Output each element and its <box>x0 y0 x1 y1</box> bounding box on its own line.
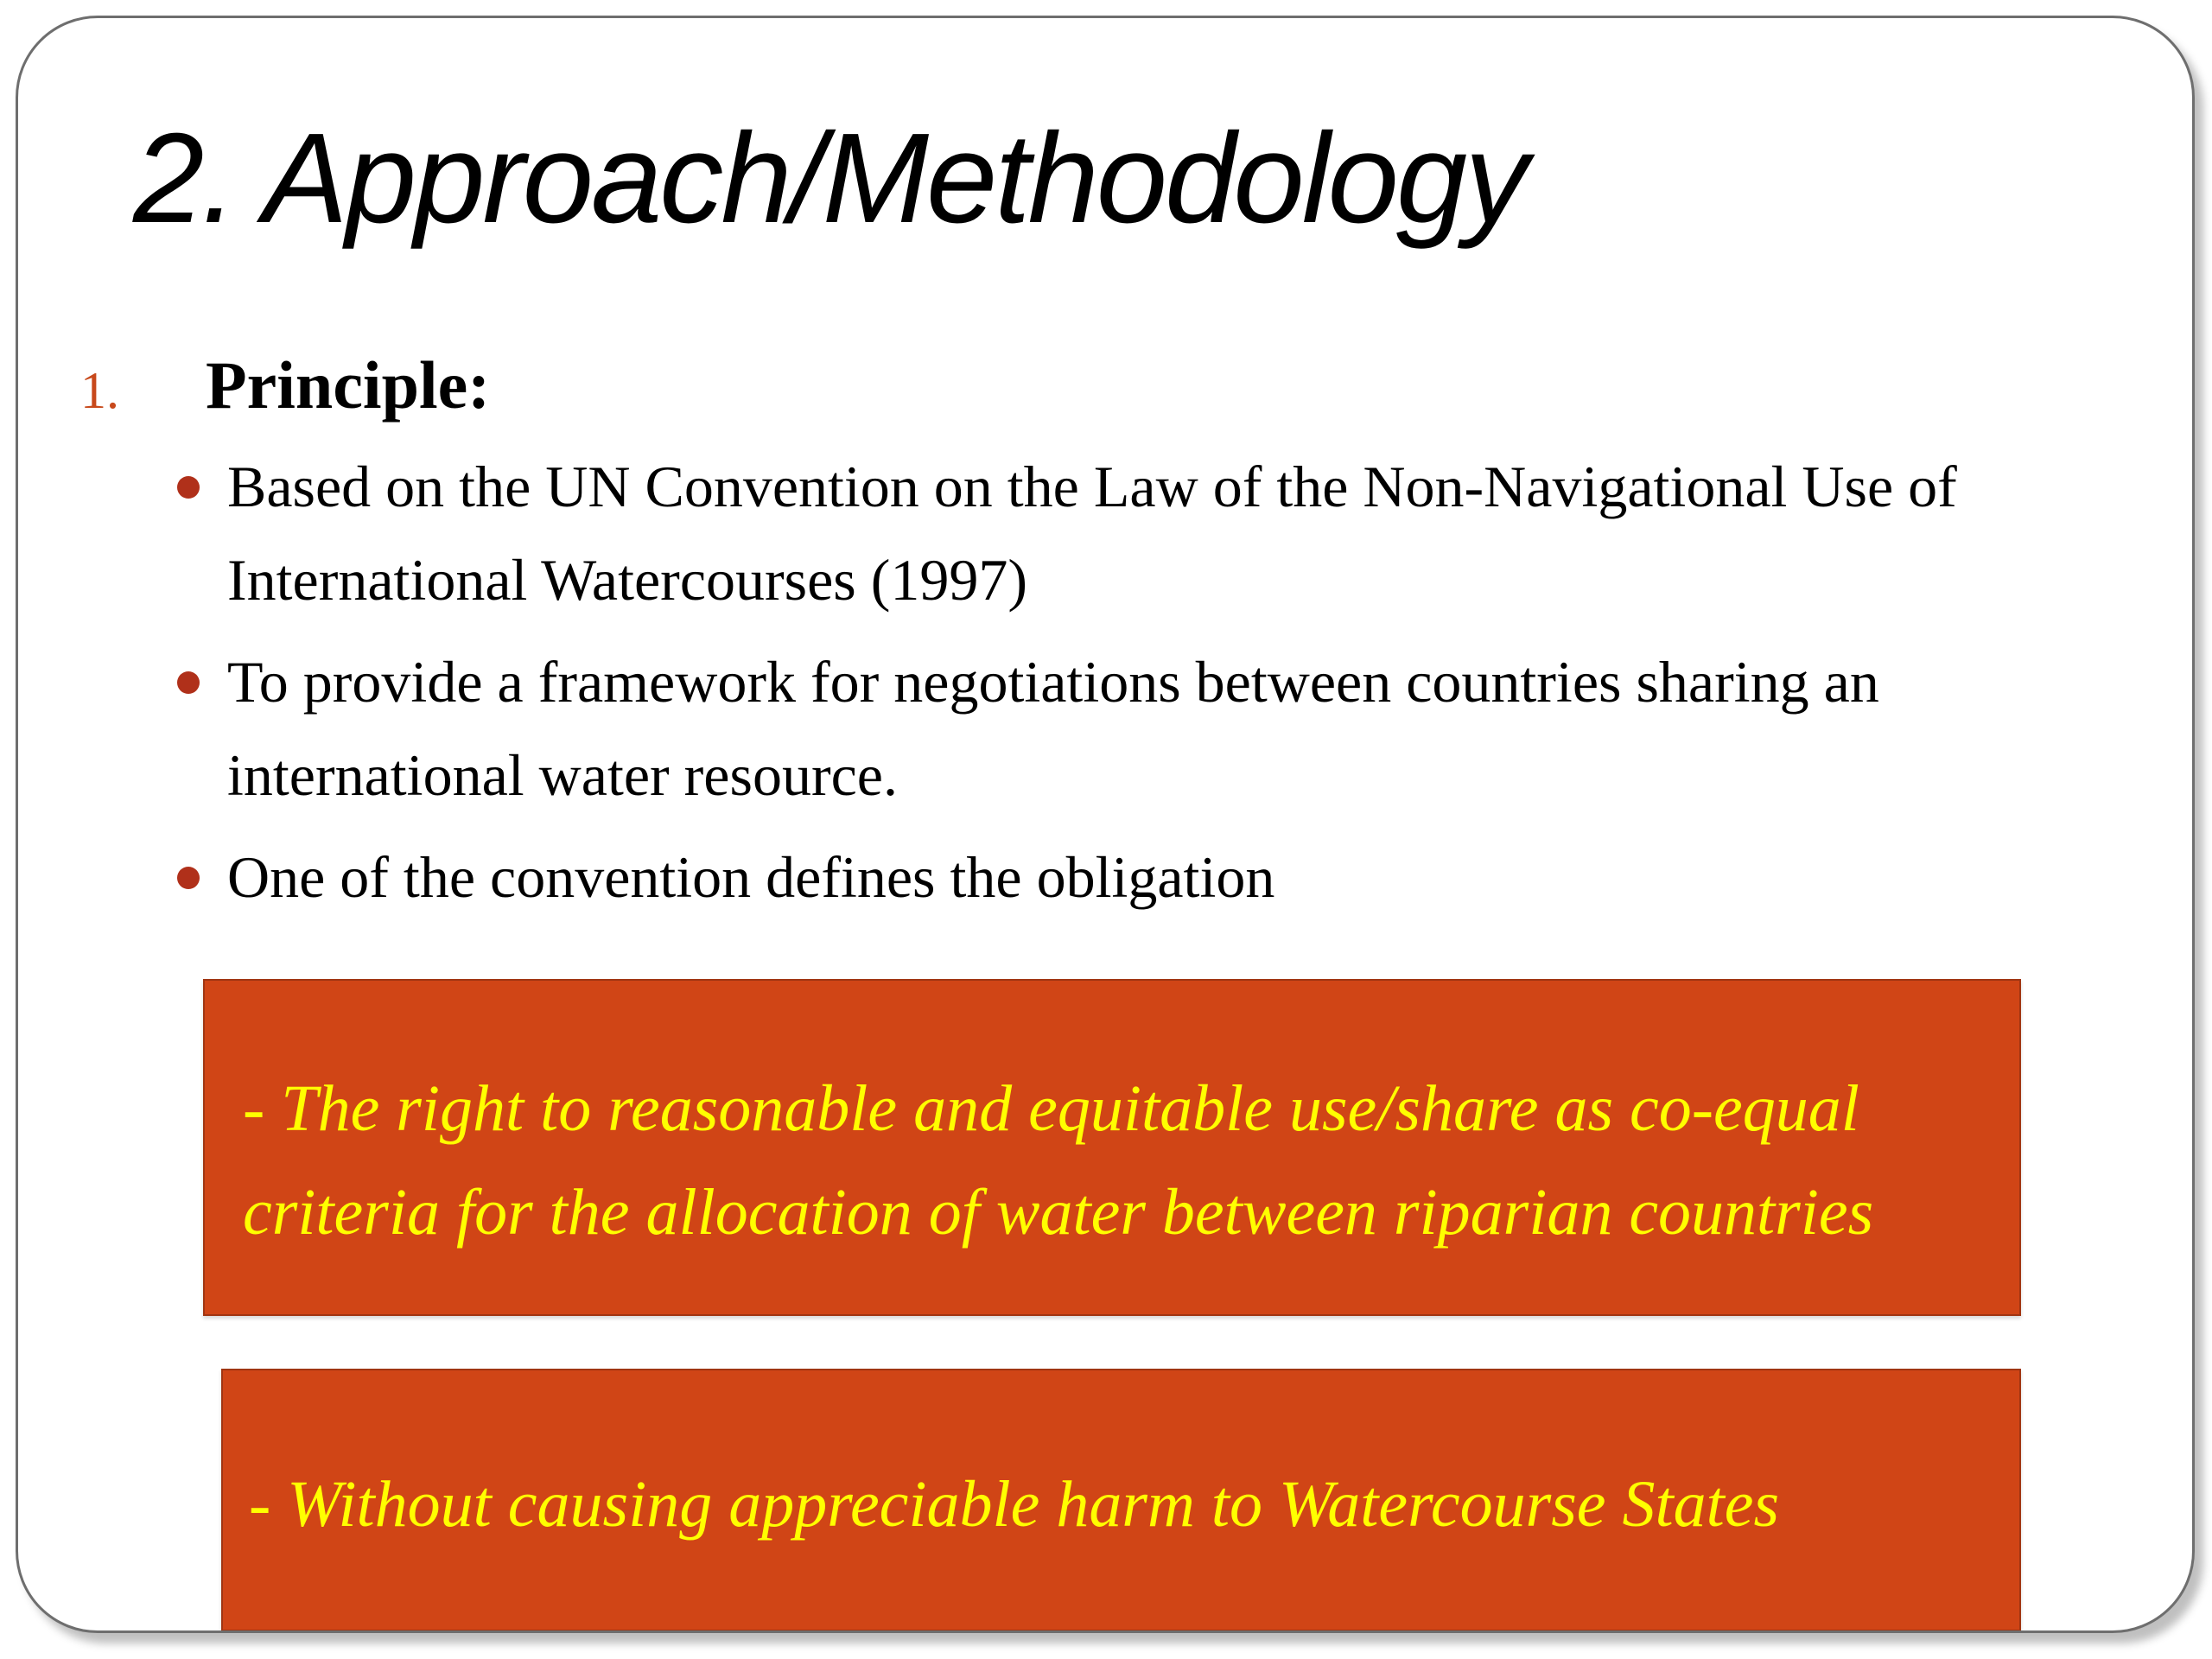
bullet-text: To provide a framework for negotiations between countries sharing an international water resource. <box>227 649 1879 808</box>
section-number: 1. <box>80 362 119 419</box>
bullet-text: Based on the UN Convention on the Law of the Non-Navigational Use of International Watercourses (1997) <box>227 454 1957 613</box>
bullet-item <box>80 830 2137 924</box>
section-title: Principle: <box>206 347 491 423</box>
principle-section <box>80 346 2137 932</box>
bullet-dot-icon <box>177 867 200 889</box>
callout-text: - Without causing appreciable harm to Watercourse States <box>249 1468 1780 1541</box>
bullet-dot-icon <box>177 671 200 694</box>
bullet-text: One of the convention defines the obligation <box>227 844 1275 910</box>
bullet-item <box>80 635 2137 822</box>
bullet-list <box>80 440 2137 924</box>
bullet-dot-icon <box>177 476 200 499</box>
callout-box-no-harm <box>221 1369 2021 1631</box>
slide <box>16 16 2195 1633</box>
section-heading <box>80 346 2137 424</box>
callout-box-equitable-use <box>203 979 2021 1316</box>
callout-text: - The right to reasonable and equitable use/share as co-equal criteria for the allocation of water between riparian countries <box>243 1072 1874 1249</box>
bullet-item <box>80 440 2137 626</box>
slide-title: 2. Approach/Methodology <box>133 107 1527 250</box>
